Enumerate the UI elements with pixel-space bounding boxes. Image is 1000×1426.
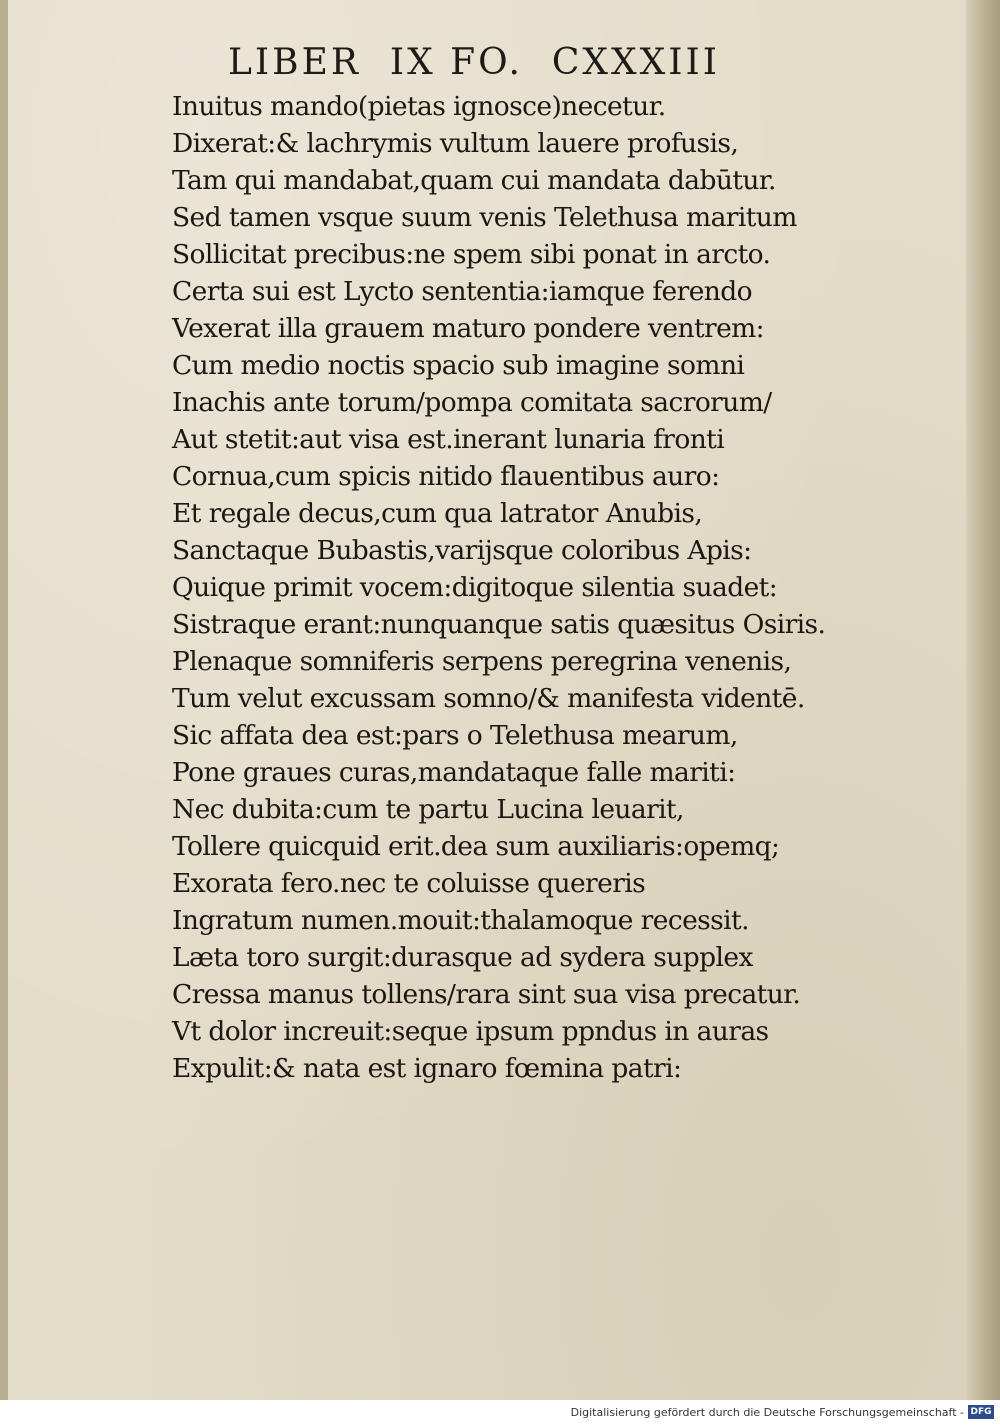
verse-line: Aut stetit:aut visa est.inerant lunaria fronti (172, 424, 725, 455)
verse-line: Certa sui est Lycto sententia:iamque ferendo (172, 276, 752, 307)
verse-line: Et regale decus,cum qua latrator Anubis, (172, 498, 703, 529)
verse-line: Inuitus mando(pietas ignosce)necetur. (172, 91, 666, 122)
verse-line: Vexerat illa grauem maturo pondere ventrem: (172, 313, 765, 344)
verse-line: Inachis ante torum/pompa comitata sacrorum/ (172, 387, 772, 418)
verse-line: Expulit:& nata est ignaro fœmina patri: (172, 1053, 682, 1084)
verse-line: Tam qui mandabat,quam cui mandata dabūtur. (172, 165, 776, 196)
verse-line: Cornua,cum spicis nitido flauentibus auro: (172, 461, 720, 492)
page-left-edge (0, 0, 8, 1400)
running-head: LIBER IX FO. CXXXIII (228, 42, 720, 83)
verse-line: Sollicitat precibus:ne spem sibi ponat in arcto. (172, 239, 771, 270)
verse-line: Tum velut excussam somno/& manifesta videntē. (172, 683, 805, 714)
verse-line: Dixerat:& lachrymis vultum lauere profusis, (172, 128, 739, 159)
footer-bar (0, 1400, 1000, 1426)
verse-line: Sed tamen vsque suum venis Telethusa maritum (172, 202, 797, 233)
verse-text (172, 88, 826, 1087)
verse-line: Quique primit vocem:digitoque silentia suadet: (172, 572, 778, 603)
verse-line: Ingratum numen.mouit:thalamoque recessit. (172, 905, 749, 936)
verse-line: Exorata fero.nec te coluisse quereris (172, 868, 646, 899)
verse-line: Tollere quicquid erit.dea sum auxiliaris:opemq; (172, 831, 780, 862)
verse-line: Læta toro surgit:durasque ad sydera supplex (172, 942, 753, 973)
verse-line: Sistraque erant:nunquanque satis quæsitus Osiris. (172, 609, 826, 640)
verse-line: Nec dubita:cum te partu Lucina leuarit, (172, 794, 684, 825)
verse-line: Cum medio noctis spacio sub imagine somni (172, 350, 745, 381)
verse-line: Sic affata dea est:pars o Telethusa mearum, (172, 720, 738, 751)
verse-line: Plenaque somniferis serpens peregrina venenis, (172, 646, 792, 677)
verse-line: Sanctaque Bubastis,varijsque coloribus Apis: (172, 535, 752, 566)
verse-line: Cressa manus tollens/rara sint sua visa precatur. (172, 979, 801, 1010)
verse-line: Vt dolor increuit:seque ipsum ppndus in auras (172, 1016, 769, 1047)
page-right-edge (966, 0, 1000, 1400)
verse-line: Pone graues curas,mandataque falle mariti: (172, 757, 736, 788)
funding-notice: Digitalisierung gefördert durch die Deutsche Forschungsgemeinschaft - (570, 1406, 964, 1419)
dfg-logo: DFG (968, 1405, 994, 1419)
